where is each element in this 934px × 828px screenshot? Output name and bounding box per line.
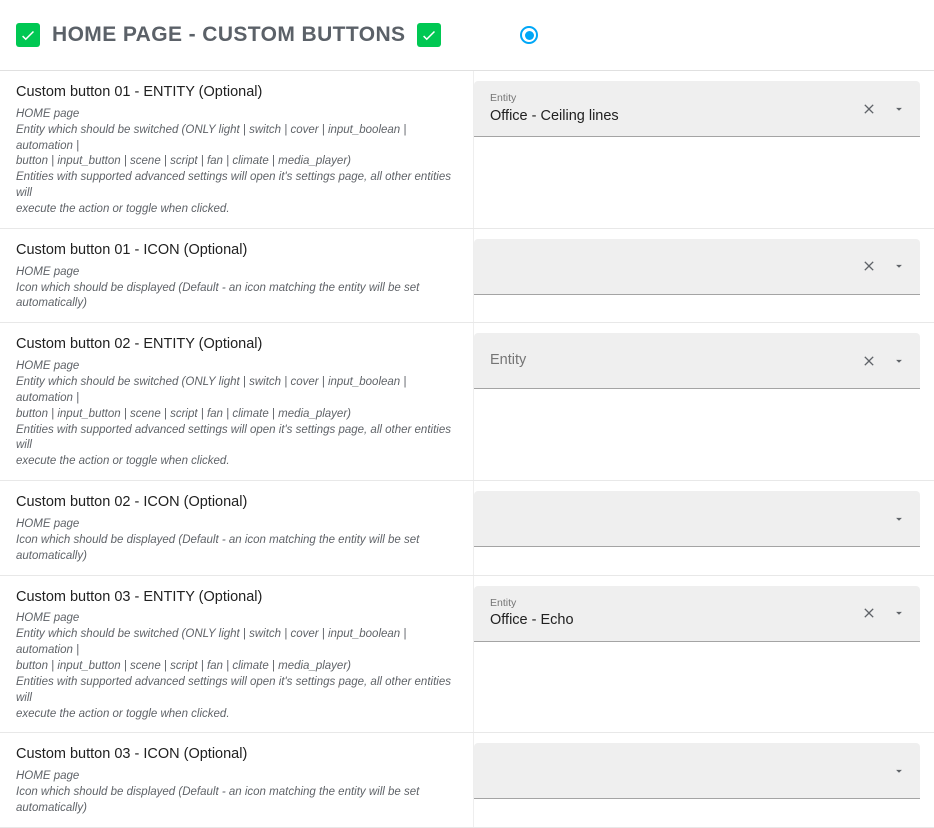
custom-button-01-entity-field[interactable] xyxy=(474,81,920,137)
chevron-down-icon[interactable] xyxy=(884,251,914,281)
row-page-tag: HOME page xyxy=(16,612,80,625)
row-label: Custom button 03 - ICON (Optional) xyxy=(16,746,248,763)
settings-row xyxy=(0,576,934,734)
row-page-tag: HOME page xyxy=(16,265,80,278)
row-control-area xyxy=(474,576,934,652)
row-control-area xyxy=(474,481,934,557)
settings-row xyxy=(0,229,934,323)
chevron-down-icon[interactable] xyxy=(884,756,914,786)
field-icons xyxy=(854,333,914,388)
chevron-down-icon[interactable] xyxy=(884,598,914,628)
field-icons xyxy=(884,743,914,798)
row-label: Custom button 01 - ENTITY (Optional) xyxy=(16,84,263,100)
row-description-custom-button-03-icon xyxy=(0,733,474,826)
custom-button-02-entity-placeholder[interactable]: Entity xyxy=(490,351,527,368)
custom-button-01-icon-placeholder[interactable] xyxy=(490,258,854,274)
custom-button-03-entity-value[interactable]: Office - Echo xyxy=(490,613,574,629)
chevron-down-icon[interactable] xyxy=(884,346,914,376)
row-help-line: button | input_button | scene | script | fan | climate | media_player) xyxy=(16,659,351,672)
row-help-line: Entity which should be switched (ONLY light | switch | cover | input_boolean | automation | xyxy=(16,375,407,404)
row-control-area xyxy=(474,323,934,399)
close-icon[interactable] xyxy=(854,251,884,281)
row-description-custom-button-01-entity xyxy=(0,71,474,228)
row-help-line: Entities with supported advanced settings will open it's settings page, all other entities will xyxy=(16,675,451,704)
row-help-text xyxy=(16,611,457,722)
row-help-text xyxy=(16,359,457,470)
row-help-line: Icon which should be displayed (Default - an icon matching the entity will be set xyxy=(16,281,420,294)
row-help-line: button | input_button | scene | script | fan | climate | media_player) xyxy=(16,407,351,420)
radio-selected-icon[interactable] xyxy=(511,17,547,53)
settings-row xyxy=(0,71,934,229)
field-text-area[interactable] xyxy=(490,333,854,388)
row-control-area xyxy=(474,733,934,809)
settings-row xyxy=(0,733,934,827)
row-label: Custom button 02 - ICON (Optional) xyxy=(16,494,248,511)
row-control-area xyxy=(474,71,934,147)
row-page-tag: HOME page xyxy=(16,770,80,783)
row-help-line: execute the action or toggle when clicked. xyxy=(16,203,230,215)
custom-button-01-entity-value[interactable]: Office - Ceiling lines xyxy=(490,108,619,124)
row-help-text xyxy=(16,107,457,218)
row-help-line: execute the action or toggle when clicked. xyxy=(16,707,230,720)
row-description-custom-button-01-icon xyxy=(0,229,474,322)
field-icons xyxy=(854,586,914,641)
close-icon[interactable] xyxy=(854,346,884,376)
row-control-area xyxy=(474,229,934,305)
row-page-tag: HOME page xyxy=(16,107,80,120)
row-help-line: automatically) xyxy=(16,801,87,814)
custom-button-01-icon-field[interactable] xyxy=(474,239,920,295)
row-page-tag: HOME page xyxy=(16,360,80,373)
checkbox-checked-icon-left[interactable] xyxy=(16,23,40,47)
row-page-tag: HOME page xyxy=(16,517,80,530)
row-label: Custom button 03 - ENTITY (Optional) xyxy=(16,588,263,605)
custom-button-02-icon-field[interactable] xyxy=(474,491,920,547)
radio-outer-ring xyxy=(520,26,538,44)
custom-button-02-icon-placeholder[interactable] xyxy=(490,511,884,527)
chevron-down-icon[interactable] xyxy=(884,504,914,534)
row-help-line: Icon which should be displayed (Default - an icon matching the entity will be set xyxy=(16,533,420,546)
page-title: HOME PAGE - CUSTOM BUTTONS xyxy=(52,23,406,46)
row-help-line: Entities with supported advanced settings will open it's settings page, all other entities will xyxy=(16,171,451,200)
field-text-area[interactable] xyxy=(490,81,854,136)
field-float-label: Entity xyxy=(490,92,517,105)
row-description-custom-button-02-entity xyxy=(0,323,474,480)
page-header xyxy=(0,0,934,71)
row-help-text xyxy=(16,517,457,565)
field-text-area[interactable] xyxy=(490,239,854,294)
field-icons xyxy=(854,239,914,294)
settings-rows xyxy=(0,71,934,828)
field-text-area[interactable] xyxy=(490,491,884,546)
row-label: Custom button 01 - ICON (Optional) xyxy=(16,241,248,258)
row-help-line: Entities with supported advanced settings will open it's settings page, all other entities will xyxy=(16,423,451,452)
field-text-area[interactable] xyxy=(490,743,884,798)
custom-button-02-entity-field[interactable] xyxy=(474,333,920,389)
custom-button-03-icon-placeholder[interactable] xyxy=(490,763,884,779)
close-icon[interactable] xyxy=(854,94,884,124)
chevron-down-icon[interactable] xyxy=(884,94,914,124)
checkbox-checked-icon-right[interactable] xyxy=(417,23,441,47)
settings-row xyxy=(0,481,934,575)
row-help-line: Icon which should be displayed (Default - an icon matching the entity will be set xyxy=(16,786,420,799)
field-float-label: Entity xyxy=(490,596,517,609)
row-help-text xyxy=(16,265,457,313)
field-icons xyxy=(854,81,914,136)
row-description-custom-button-02-icon xyxy=(0,481,474,574)
row-help-line: button | input_button | scene | script | fan | climate | media_player) xyxy=(16,155,351,168)
settings-row xyxy=(0,323,934,481)
close-icon[interactable] xyxy=(854,598,884,628)
row-help-line: Entity which should be switched (ONLY light | switch | cover | input_boolean | automation | xyxy=(16,628,407,657)
row-label: Custom button 02 - ENTITY (Optional) xyxy=(16,336,263,353)
row-help-line: automatically) xyxy=(16,549,87,562)
row-help-line: automatically) xyxy=(16,297,87,310)
row-help-text xyxy=(16,769,457,817)
field-text-area[interactable] xyxy=(490,586,854,641)
custom-button-03-entity-field[interactable] xyxy=(474,586,920,642)
field-icons xyxy=(884,491,914,546)
row-help-line: execute the action or toggle when clicked. xyxy=(16,455,230,468)
radio-inner-dot xyxy=(525,31,534,40)
custom-button-03-icon-field[interactable] xyxy=(474,743,920,799)
row-description-custom-button-03-entity xyxy=(0,576,474,733)
row-help-line: Entity which should be switched (ONLY light | switch | cover | input_boolean | automation | xyxy=(16,123,407,152)
